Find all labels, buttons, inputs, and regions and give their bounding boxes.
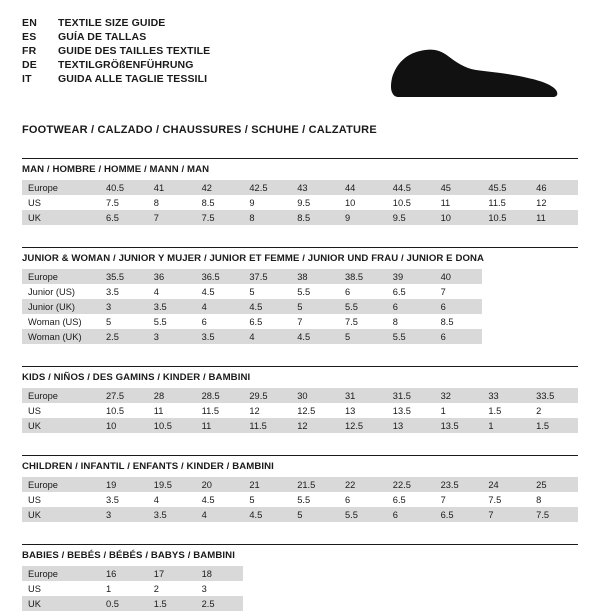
size-cell: 38 — [291, 269, 339, 284]
size-cell — [482, 596, 530, 611]
group-title: BABIES / BEBÉS / BÉBÉS / BABYS / BAMBINI — [22, 550, 235, 561]
size-group — [22, 455, 578, 522]
size-cell: 43 — [291, 180, 339, 195]
size-cell — [243, 581, 291, 596]
table-row — [22, 566, 578, 581]
dress-shoe-icon — [380, 34, 570, 106]
size-cell: 6.5 — [435, 507, 483, 522]
size-cell: 2.5 — [100, 329, 148, 344]
language-row — [22, 74, 210, 88]
size-group — [22, 247, 578, 344]
size-cell: 1.5 — [482, 403, 530, 418]
size-cell: 5 — [100, 314, 148, 329]
size-group — [22, 544, 578, 611]
table-row — [22, 314, 578, 329]
size-cell: 6 — [435, 299, 483, 314]
size-cell: 10 — [100, 418, 148, 433]
size-cell: 9.5 — [387, 210, 435, 225]
size-cell: 7 — [148, 210, 196, 225]
size-cell: 13.5 — [435, 418, 483, 433]
size-cell: 3.5 — [148, 299, 196, 314]
table-row — [22, 596, 578, 611]
row-label: Junior (UK) — [22, 299, 100, 314]
size-cell: 3 — [100, 507, 148, 522]
size-cell: 4.5 — [196, 284, 244, 299]
language-title: TEXTILGRÖßENFÜHRUNG — [58, 59, 194, 71]
size-table — [22, 180, 578, 225]
size-cell: 21 — [243, 477, 291, 492]
size-cell — [530, 596, 578, 611]
group-title: CHILDREN / INFANTIL / ENFANTS / KINDER / BAMBINI — [22, 461, 274, 472]
size-cell: 28 — [148, 388, 196, 403]
table-row — [22, 299, 578, 314]
size-cell: 5.5 — [339, 507, 387, 522]
language-title-table — [22, 18, 210, 88]
size-cell: 5 — [339, 329, 387, 344]
size-cell: 29.5 — [243, 388, 291, 403]
row-label: Europe — [22, 269, 100, 284]
language-code: FR — [22, 45, 37, 57]
language-row — [22, 32, 210, 46]
group-title: JUNIOR & WOMAN / JUNIOR Y MUJER / JUNIOR ET FEMME / JUNIOR UND FRAU / JUNIOR E DONA — [22, 253, 485, 264]
size-cell: 37.5 — [243, 269, 291, 284]
size-cell: 9 — [243, 195, 291, 210]
group-title: KIDS / NIÑOS / DES GAMINS / KINDER / BAMBINI — [22, 372, 251, 383]
size-cell: 13.5 — [387, 403, 435, 418]
size-cell: 5 — [243, 492, 291, 507]
size-cell: 8 — [148, 195, 196, 210]
size-cell — [530, 299, 578, 314]
size-cell — [435, 596, 483, 611]
size-cell: 7.5 — [482, 492, 530, 507]
size-cell — [387, 581, 435, 596]
size-cell: 7 — [435, 284, 483, 299]
size-cell: 4 — [243, 329, 291, 344]
group-divider — [22, 455, 578, 456]
size-cell: 36 — [148, 269, 196, 284]
size-cell: 12.5 — [291, 403, 339, 418]
size-cell: 16 — [100, 566, 148, 581]
size-cell: 7.5 — [196, 210, 244, 225]
size-cell: 8 — [530, 492, 578, 507]
size-cell — [243, 566, 291, 581]
language-title: GUIDA ALLE TAGLIE TESSILI — [58, 73, 208, 85]
size-group — [22, 366, 578, 433]
size-cell: 39 — [387, 269, 435, 284]
size-cell: 10.5 — [482, 210, 530, 225]
size-cell: 12 — [291, 418, 339, 433]
table-row — [22, 195, 578, 210]
document-header — [22, 18, 578, 110]
size-cell: 6.5 — [243, 314, 291, 329]
table-row — [22, 180, 578, 195]
group-title: MAN / HOMBRE / HOMME / MANN / MAN — [22, 164, 210, 175]
size-cell: 8.5 — [291, 210, 339, 225]
language-code: IT — [22, 73, 32, 85]
size-cell: 3 — [196, 581, 244, 596]
size-cell: 5.5 — [387, 329, 435, 344]
size-cell: 40.5 — [100, 180, 148, 195]
size-cell: 10 — [435, 210, 483, 225]
language-title: TEXTILE SIZE GUIDE — [58, 17, 166, 29]
size-cell: 11 — [148, 403, 196, 418]
size-cell: 32 — [435, 388, 483, 403]
size-cell: 46 — [530, 180, 578, 195]
size-cell: 45 — [435, 180, 483, 195]
size-cell: 1.5 — [148, 596, 196, 611]
language-title: GUIDE DES TAILLES TEXTILE — [58, 45, 211, 57]
row-label: UK — [22, 507, 100, 522]
size-cell: 41 — [148, 180, 196, 195]
size-cell: 12 — [243, 403, 291, 418]
size-group — [22, 158, 578, 225]
size-cell: 12 — [530, 195, 578, 210]
size-cell — [530, 284, 578, 299]
size-cell: 7.5 — [530, 507, 578, 522]
size-cell: 38.5 — [339, 269, 387, 284]
size-cell: 19.5 — [148, 477, 196, 492]
size-cell: 8 — [387, 314, 435, 329]
size-cell: 45.5 — [482, 180, 530, 195]
table-row — [22, 329, 578, 344]
row-label: Woman (UK) — [22, 329, 100, 344]
row-label: Europe — [22, 388, 100, 403]
size-cell: 3 — [148, 329, 196, 344]
row-label: Europe — [22, 477, 100, 492]
language-title: GUÍA DE TALLAS — [58, 31, 147, 43]
size-cell: 0.5 — [100, 596, 148, 611]
size-cell — [530, 566, 578, 581]
size-cell: 5 — [291, 299, 339, 314]
language-code: DE — [22, 59, 37, 71]
size-cell: 21.5 — [291, 477, 339, 492]
size-cell — [530, 269, 578, 284]
size-cell — [530, 581, 578, 596]
size-cell: 3.5 — [100, 284, 148, 299]
size-cell: 7 — [291, 314, 339, 329]
size-cell — [482, 314, 530, 329]
size-cell: 20 — [196, 477, 244, 492]
size-cell: 11 — [530, 210, 578, 225]
size-cell — [339, 566, 387, 581]
size-cell: 10.5 — [387, 195, 435, 210]
size-cell: 6 — [339, 284, 387, 299]
table-row — [22, 269, 578, 284]
size-table — [22, 388, 578, 433]
language-code: ES — [22, 31, 37, 43]
row-label: US — [22, 581, 100, 596]
size-cell: 4.5 — [243, 299, 291, 314]
row-label: Europe — [22, 566, 100, 581]
size-cell: 44 — [339, 180, 387, 195]
size-cell: 10.5 — [100, 403, 148, 418]
size-cell: 1 — [435, 403, 483, 418]
size-cell: 7 — [435, 492, 483, 507]
size-cell: 6 — [435, 329, 483, 344]
size-cell: 13 — [387, 418, 435, 433]
size-cell: 23.5 — [435, 477, 483, 492]
size-cell: 11 — [196, 418, 244, 433]
size-cell: 2 — [148, 581, 196, 596]
size-cell — [482, 581, 530, 596]
size-cell: 40 — [435, 269, 483, 284]
size-cell — [387, 596, 435, 611]
size-cell: 6.5 — [387, 492, 435, 507]
size-cell: 6 — [387, 299, 435, 314]
row-label: Europe — [22, 180, 100, 195]
size-cell: 44.5 — [387, 180, 435, 195]
size-cell: 3.5 — [148, 507, 196, 522]
size-cell: 3.5 — [196, 329, 244, 344]
size-cell — [530, 329, 578, 344]
size-cell: 33.5 — [530, 388, 578, 403]
size-cell — [482, 299, 530, 314]
size-cell: 6 — [339, 492, 387, 507]
size-cell: 7 — [482, 507, 530, 522]
size-cell: 33 — [482, 388, 530, 403]
size-cell: 11.5 — [196, 403, 244, 418]
row-label: UK — [22, 596, 100, 611]
size-cell: 2.5 — [196, 596, 244, 611]
size-cell: 5 — [243, 284, 291, 299]
size-cell: 7.5 — [339, 314, 387, 329]
row-label: Junior (US) — [22, 284, 100, 299]
size-cell: 12.5 — [339, 418, 387, 433]
size-cell — [530, 314, 578, 329]
size-cell: 1.5 — [530, 418, 578, 433]
size-cell: 3.5 — [100, 492, 148, 507]
size-cell: 5.5 — [291, 492, 339, 507]
size-cell: 5.5 — [148, 314, 196, 329]
size-table — [22, 566, 578, 611]
size-cell: 27.5 — [100, 388, 148, 403]
size-cell: 6 — [196, 314, 244, 329]
row-label: US — [22, 492, 100, 507]
table-row — [22, 477, 578, 492]
size-cell: 4 — [148, 284, 196, 299]
size-cell — [435, 581, 483, 596]
language-rows — [22, 18, 210, 88]
size-cell — [291, 566, 339, 581]
row-label: US — [22, 195, 100, 210]
language-row — [22, 60, 210, 74]
size-cell: 31 — [339, 388, 387, 403]
size-cell: 4 — [196, 507, 244, 522]
size-cell: 42.5 — [243, 180, 291, 195]
size-cell: 28.5 — [196, 388, 244, 403]
size-cell: 42 — [196, 180, 244, 195]
size-cell: 2 — [530, 403, 578, 418]
size-cell: 5 — [291, 507, 339, 522]
size-cell: 4.5 — [243, 507, 291, 522]
size-cell: 1 — [482, 418, 530, 433]
size-cell: 4 — [196, 299, 244, 314]
size-cell — [482, 329, 530, 344]
size-cell: 10 — [339, 195, 387, 210]
size-cell: 30 — [291, 388, 339, 403]
table-row — [22, 284, 578, 299]
size-cell: 8 — [243, 210, 291, 225]
language-row — [22, 46, 210, 60]
page-title: FOOTWEAR / CALZADO / CHAUSSURES / SCHUHE / CALZATURE — [22, 124, 377, 136]
group-divider — [22, 366, 578, 367]
size-cell: 3 — [100, 299, 148, 314]
size-cell — [291, 596, 339, 611]
language-row — [22, 18, 210, 32]
size-cell: 10.5 — [148, 418, 196, 433]
table-row — [22, 581, 578, 596]
size-cell: 11 — [435, 195, 483, 210]
table-row — [22, 492, 578, 507]
size-cell: 1 — [100, 581, 148, 596]
size-cell: 13 — [339, 403, 387, 418]
row-label: UK — [22, 418, 100, 433]
group-divider — [22, 544, 578, 545]
size-cell: 11.5 — [482, 195, 530, 210]
table-row — [22, 507, 578, 522]
size-cell — [387, 566, 435, 581]
size-cell: 18 — [196, 566, 244, 581]
size-cell: 11.5 — [243, 418, 291, 433]
size-cell: 5.5 — [291, 284, 339, 299]
size-cell — [482, 269, 530, 284]
size-cell: 35.5 — [100, 269, 148, 284]
size-cell — [482, 566, 530, 581]
size-cell — [291, 581, 339, 596]
size-table — [22, 269, 578, 344]
size-cell: 22 — [339, 477, 387, 492]
size-cell: 4.5 — [291, 329, 339, 344]
table-row — [22, 388, 578, 403]
size-cell: 4.5 — [196, 492, 244, 507]
size-cell: 24 — [482, 477, 530, 492]
table-row — [22, 210, 578, 225]
row-label: Woman (US) — [22, 314, 100, 329]
size-cell: 17 — [148, 566, 196, 581]
size-cell: 8.5 — [435, 314, 483, 329]
size-cell: 36.5 — [196, 269, 244, 284]
size-cell: 6.5 — [100, 210, 148, 225]
size-cell: 22.5 — [387, 477, 435, 492]
size-cell: 5.5 — [339, 299, 387, 314]
size-cell: 31.5 — [387, 388, 435, 403]
size-cell: 8.5 — [196, 195, 244, 210]
size-cell — [243, 596, 291, 611]
size-cell: 4 — [148, 492, 196, 507]
size-cell: 9 — [339, 210, 387, 225]
table-row — [22, 418, 578, 433]
size-cell: 9.5 — [291, 195, 339, 210]
size-cell — [339, 596, 387, 611]
row-label: US — [22, 403, 100, 418]
size-cell: 6.5 — [387, 284, 435, 299]
size-cell: 6 — [387, 507, 435, 522]
size-groups — [22, 158, 578, 611]
group-divider — [22, 158, 578, 159]
size-cell — [339, 581, 387, 596]
size-cell — [435, 566, 483, 581]
row-label: UK — [22, 210, 100, 225]
size-cell — [482, 284, 530, 299]
table-row — [22, 403, 578, 418]
size-table — [22, 477, 578, 522]
size-cell: 7.5 — [100, 195, 148, 210]
size-cell: 25 — [530, 477, 578, 492]
group-divider — [22, 247, 578, 248]
size-cell: 19 — [100, 477, 148, 492]
language-code: EN — [22, 17, 37, 29]
